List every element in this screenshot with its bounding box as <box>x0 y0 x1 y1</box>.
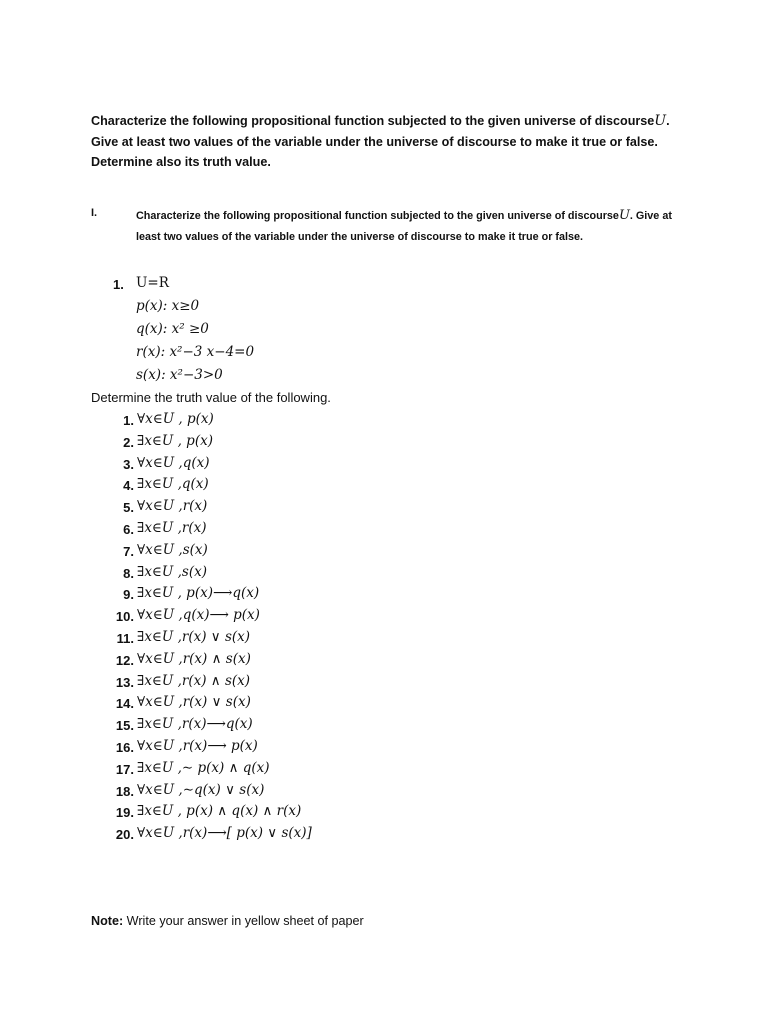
question-expression: ∀x∈U ,q(x) <box>137 454 210 471</box>
question-number: 12. <box>115 652 134 668</box>
question-expression: ∃x∈U ,∼ p(x) ∧ q(x) <box>137 759 270 776</box>
question-number: 10. <box>115 609 134 625</box>
question-number: 20. <box>115 827 134 843</box>
section-text: Characterize the following propositional function subjected to the given universe of discourse <box>136 210 619 222</box>
question-expression: ∀x∈U , p(x) <box>137 411 214 427</box>
question-number: 18. <box>115 783 134 799</box>
given-universe: U=R <box>136 275 169 291</box>
note-text: Write your answer in yellow sheet of paper <box>123 914 364 928</box>
question-expression: ∀x∈U ,r(x) ∨ s(x) <box>137 694 251 711</box>
intro-universe-symbol: U <box>654 113 667 129</box>
question-expression: ∃x∈U , p(x) <box>137 432 213 449</box>
note-label: Note: <box>91 914 124 928</box>
question-number: 7. <box>123 543 134 559</box>
intro-paragraph <box>91 111 691 173</box>
question-expression: ∀x∈U ,r(x) <box>137 498 208 515</box>
question-expression: ∃x∈U ,q(x) <box>137 476 209 493</box>
given-number: 1. <box>113 277 124 292</box>
question-number: 9. <box>123 587 134 603</box>
question-expression: ∀x∈U ,q(x)⟶ p(x) <box>137 607 260 624</box>
given-r-definition: r(x): x²−3 x−4=0 <box>136 344 255 360</box>
intro-text: Characterize the following propositional function subjected to the given universe of discourse <box>91 114 655 128</box>
question-expression: ∀x∈U ,r(x)⟶ p(x) <box>137 738 258 754</box>
question-expression: ∃x∈U ,r(x) <box>137 520 207 536</box>
section-text-after: . Give at least two values of the variable under the universe of discourse to make it true or false. <box>136 210 672 243</box>
question-number: 5. <box>123 500 134 516</box>
section-number: I. <box>91 207 98 219</box>
section-universe-symbol: U <box>618 208 630 223</box>
question-number: 17. <box>115 761 134 777</box>
question-number: 14. <box>115 696 134 712</box>
note <box>91 914 364 928</box>
question-expression: ∀x∈U ,∼q(x) ∨ s(x) <box>137 781 265 798</box>
question-number: 4. <box>123 478 134 494</box>
question-number: 19. <box>115 805 134 821</box>
question-expression: ∃x∈U ,r(x) ∧ s(x) <box>137 672 251 689</box>
question-expression: ∃x∈U ,s(x) <box>137 563 207 580</box>
question-number: 15. <box>115 718 134 734</box>
question-expression: ∀x∈U ,r(x)⟶[ p(x) ∨ s(x)] <box>137 825 312 842</box>
questions-heading: Determine the truth value of the following. <box>91 390 331 405</box>
question-number: 11. <box>116 631 134 646</box>
given-q-definition: q(x): x² ≥0 <box>136 321 209 337</box>
given-s-definition: s(x): x²−3>0 <box>136 367 223 383</box>
question-expression: ∃x∈U ,r(x)⟶q(x) <box>137 716 253 733</box>
question-number: 13. <box>115 674 134 690</box>
question-expression: ∃x∈U ,r(x) ∨ s(x) <box>137 629 251 645</box>
given-p-definition: p(x): x≥0 <box>136 298 200 314</box>
question-number: 3. <box>123 456 134 472</box>
question-number: 1. <box>123 413 134 428</box>
intro-text-after: . Give at least two values of the variable under the universe of discourse to make it true or false. Determine also its truth value. <box>91 114 670 169</box>
question-number: 2. <box>123 434 134 450</box>
question-expression: ∃x∈U , p(x)⟶q(x) <box>137 585 260 602</box>
question-number: 6. <box>123 522 134 537</box>
section-paragraph <box>136 205 696 248</box>
question-expression: ∀x∈U ,r(x) ∧ s(x) <box>137 650 251 667</box>
question-expression: ∀x∈U ,s(x) <box>137 541 208 558</box>
question-number: 8. <box>123 565 134 581</box>
question-number: 16. <box>115 740 134 755</box>
question-expression: ∃x∈U , p(x) ∧ q(x) ∧ r(x) <box>137 803 302 820</box>
